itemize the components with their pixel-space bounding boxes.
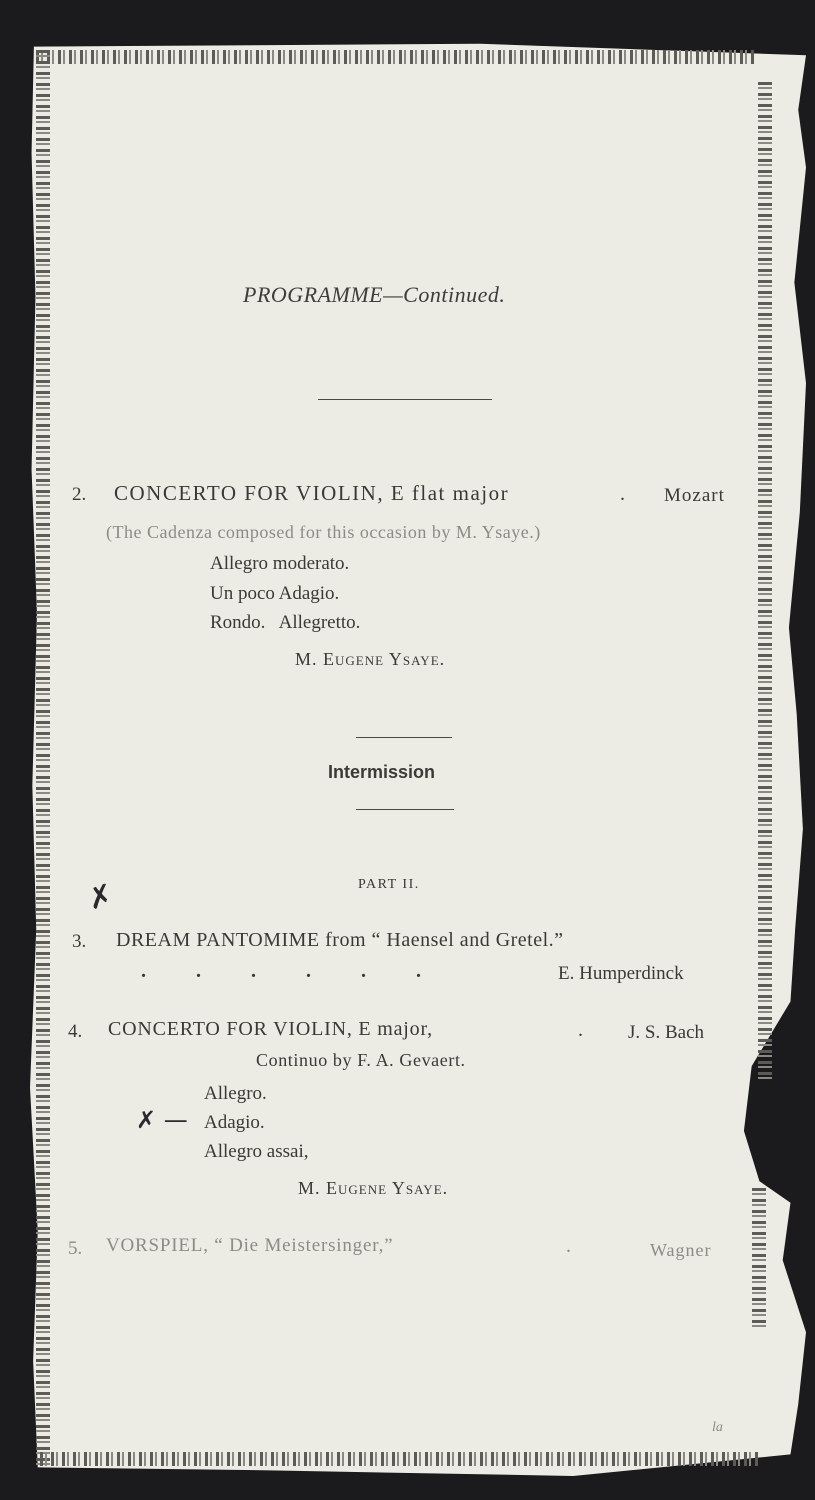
item4-movement-2: Adagio. (204, 1112, 265, 1133)
item4-continuo: Continuo by F. A. Gevaert. (256, 1050, 466, 1070)
item3-composer: E. Humperdinck (558, 963, 684, 984)
item3-number: 3. (72, 931, 87, 952)
handwritten-cross-dash-mark: ✗ — (136, 1106, 188, 1134)
item2-dot: . (620, 483, 625, 505)
intermission-rule-bottom (356, 809, 454, 810)
decorative-border-bottom (40, 1452, 760, 1466)
item5-composer: Wagner (650, 1240, 712, 1260)
item2-movement-2: Un poco Adagio. (210, 583, 340, 604)
part-heading: PART II. (358, 877, 420, 892)
handwritten-cross-mark: ✗ (83, 877, 118, 918)
item5-heading: VORSPIEL, “ Die Meistersinger,” (106, 1235, 394, 1256)
decorative-border-right-lower (752, 1188, 766, 1328)
item2-heading: CONCERTO FOR VIOLIN, E flat major (114, 481, 510, 505)
item2-number: 2. (72, 484, 87, 505)
item5-dot: . (566, 1235, 571, 1257)
item4-movement-1: Allegro. (204, 1083, 267, 1104)
decorative-border-right (758, 82, 772, 1082)
item2-composer: Mozart (664, 485, 725, 506)
item3-leader-dots: . . . . . . (141, 960, 421, 982)
handwritten-page-note: la (712, 1420, 723, 1435)
item4-movement-3: Allegro assai, (204, 1141, 309, 1162)
item2-movement-1: Allegro moderato. (210, 553, 350, 574)
item4-number: 4. (68, 1021, 83, 1042)
page-title: PROGRAMME—Continued. (243, 282, 506, 307)
item4-dot: . (578, 1019, 583, 1041)
item5-number: 5. (68, 1238, 83, 1259)
item3-heading: DREAM PANTOMIME from “ Haensel and Gretel.” (116, 929, 564, 951)
item4-performer: M. Eugene Ysaye. (298, 1178, 449, 1198)
intermission-rule-top (356, 737, 452, 738)
intermission-label: Intermission (328, 762, 436, 782)
item2-performer: M. Eugene Ysaye. (295, 649, 446, 669)
item4-heading: CONCERTO FOR VIOLIN, E major, (108, 1018, 433, 1040)
decorative-border-left (36, 50, 50, 1465)
title-rule (318, 399, 492, 400)
item2-movement-3: Rondo. Allegretto. (210, 612, 361, 633)
decorative-border-top (36, 50, 756, 64)
item2-cadenza-note: (The Cadenza composed for this occasion by M. Ysaye.) (106, 522, 541, 542)
item4-composer: J. S. Bach (628, 1022, 704, 1043)
